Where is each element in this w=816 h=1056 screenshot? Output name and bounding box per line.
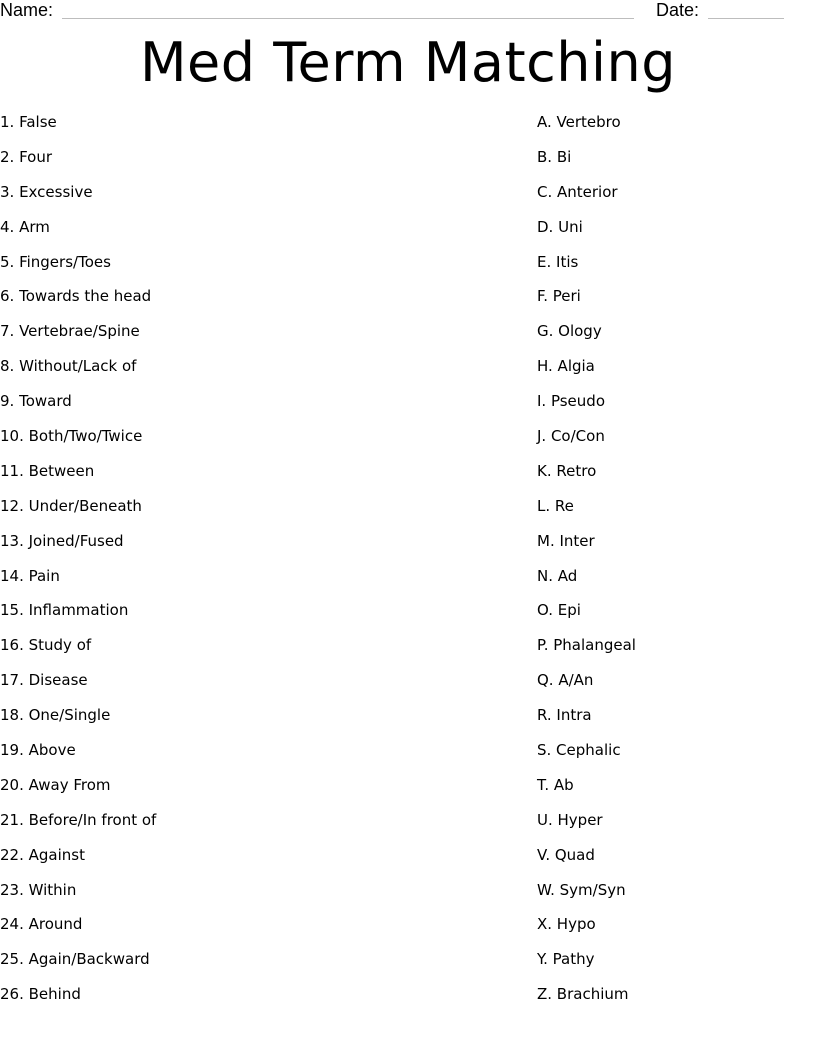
clue-item: 23. Within — [0, 880, 77, 899]
answer-item: I. Pseudo — [537, 392, 605, 411]
answer-item: S. Cephalic — [537, 741, 621, 760]
clue-list — [0, 110, 500, 1017]
answer-item: R. Intra — [537, 706, 592, 725]
date-label: Date: — [656, 0, 700, 20]
answer-item: K. Retro — [537, 461, 597, 480]
answer-item: L. Re — [537, 496, 574, 515]
clue-item: 19. Above — [0, 741, 76, 760]
date-blank-line — [708, 18, 784, 19]
answer-item: D. Uni — [537, 217, 583, 236]
clue-item: 5. Fingers/Toes — [0, 252, 111, 271]
answer-item: F. Peri — [537, 287, 581, 306]
clue-item: 21. Before/In front of — [0, 810, 157, 829]
clue-item: 20. Away From — [0, 775, 111, 794]
clue-item: 26. Behind — [0, 985, 81, 1004]
answer-item: Q. A/An — [537, 671, 594, 690]
name-blank-line — [62, 18, 634, 19]
answer-list — [537, 110, 807, 1017]
clue-item: 10. Both/Two/Twice — [0, 427, 143, 446]
clue-item: 17. Disease — [0, 671, 88, 690]
clue-item: 2. Four — [0, 147, 53, 166]
clue-item: 9. Toward — [0, 392, 72, 411]
clue-item: 16. Study of — [0, 636, 92, 655]
answer-item: T. Ab — [537, 775, 574, 794]
clue-item: 4. Arm — [0, 217, 50, 236]
answer-item: Y. Pathy — [537, 950, 595, 969]
clue-item: 18. One/Single — [0, 706, 111, 725]
answer-item: N. Ad — [537, 566, 578, 585]
clue-item: 3. Excessive — [0, 182, 93, 201]
clue-item: 1. False — [0, 113, 57, 131]
clue-item: 6. Towards the head — [0, 287, 152, 306]
clue-item: 8. Without/Lack of — [0, 357, 137, 376]
answer-item: O. Epi — [537, 601, 581, 620]
answer-item: A. Vertebro — [537, 113, 621, 131]
clue-item: 7. Vertebrae/Spine — [0, 322, 140, 341]
clue-item: 22. Against — [0, 845, 85, 864]
answer-item: W. Sym/Syn — [537, 880, 626, 899]
answer-item: X. Hypo — [537, 915, 596, 934]
answer-item: E. Itis — [537, 252, 579, 271]
clue-item: 14. Pain — [0, 566, 60, 585]
clue-item: 15. Inflammation — [0, 601, 129, 620]
answer-item: C. Anterior — [537, 182, 618, 201]
clue-item: 25. Again/Backward — [0, 950, 150, 969]
clue-item: 11. Between — [0, 461, 95, 480]
answer-item: H. Algia — [537, 357, 595, 376]
answer-item: J. Co/Con — [537, 427, 605, 446]
worksheet-header — [0, 0, 816, 24]
answer-item: V. Quad — [537, 845, 595, 864]
answer-item: Z. Brachium — [537, 985, 629, 1004]
answer-item: B. Bi — [537, 147, 572, 166]
name-label: Name: — [0, 0, 54, 20]
clue-item: 13. Joined/Fused — [0, 531, 124, 550]
clue-item: 24. Around — [0, 915, 83, 934]
answer-item: M. Inter — [537, 531, 595, 550]
answer-item: U. Hyper — [537, 810, 603, 829]
clue-item: 12. Under/Beneath — [0, 496, 142, 515]
answer-item: P. Phalangeal — [537, 636, 636, 655]
page-title: Med Term Matching — [139, 31, 677, 94]
answer-item: G. Ology — [537, 322, 602, 341]
